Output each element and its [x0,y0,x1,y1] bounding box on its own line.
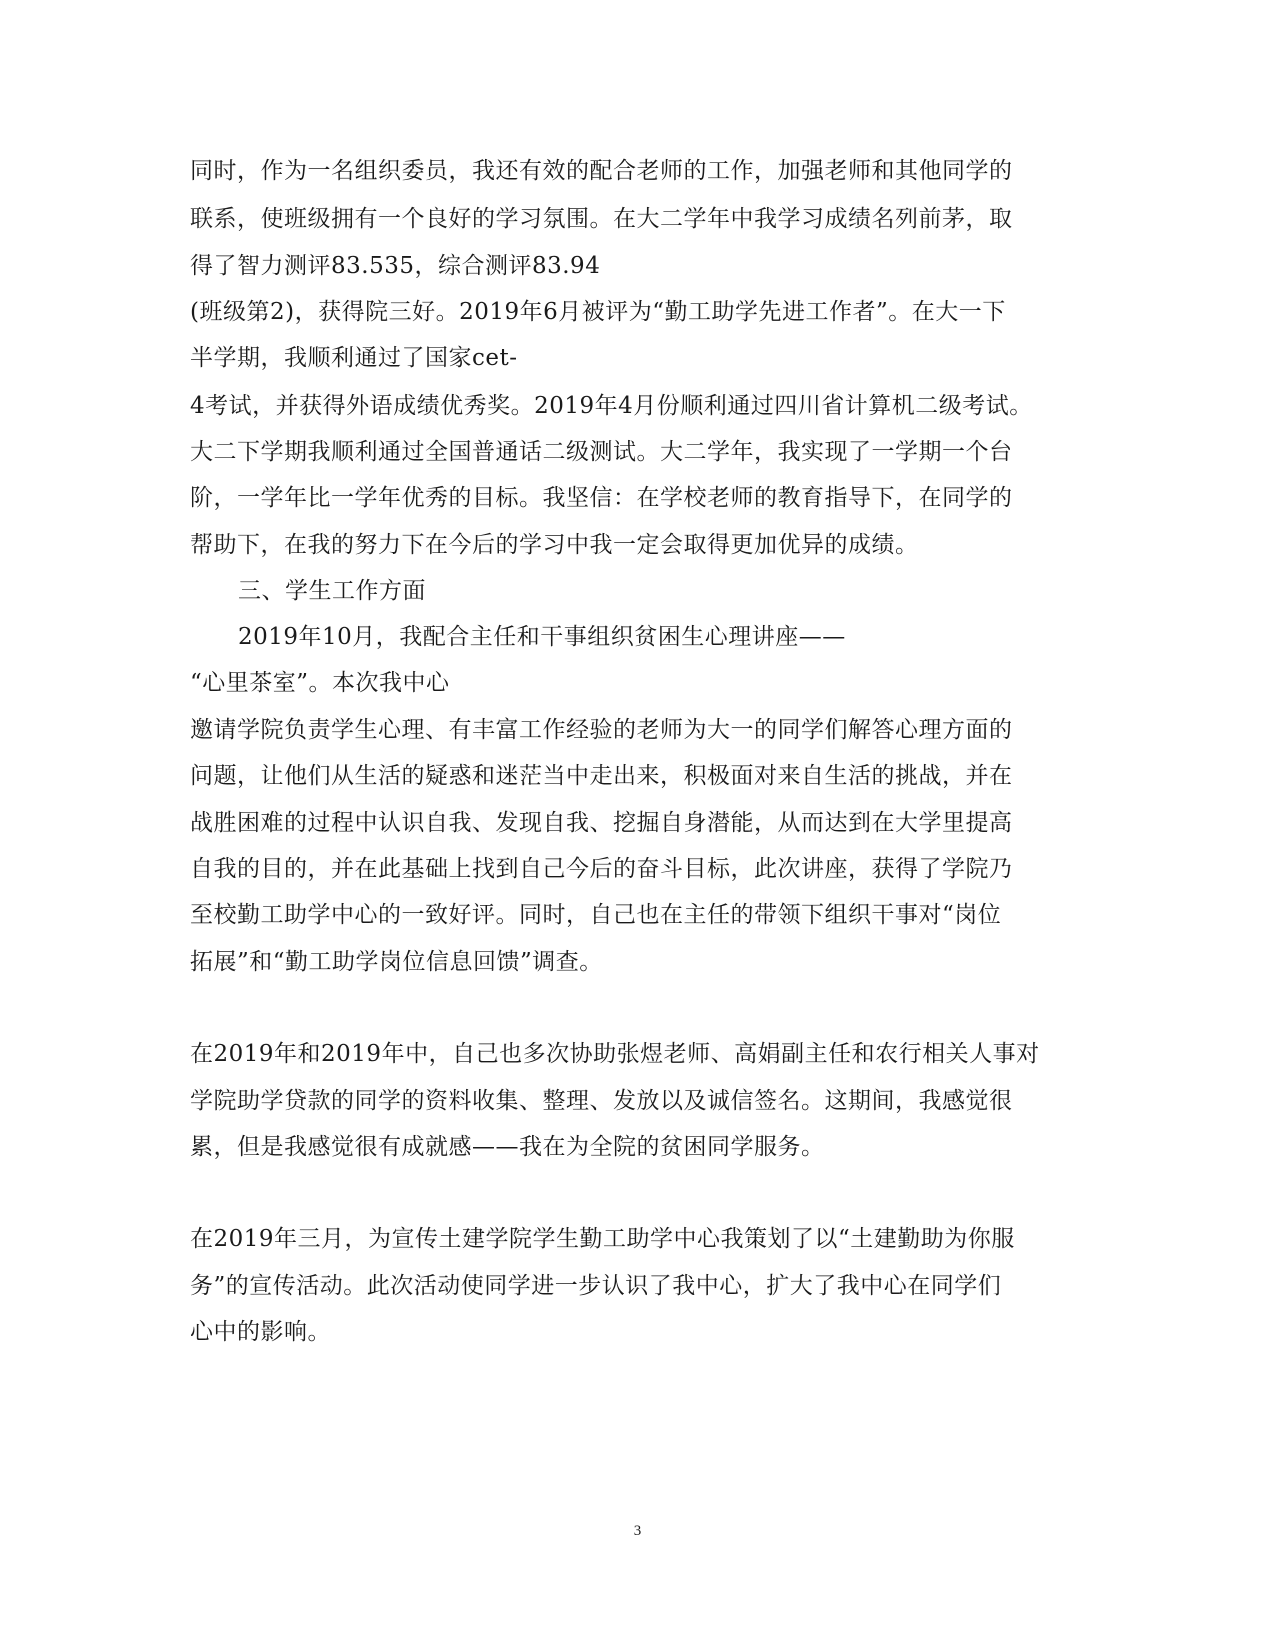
page-number: 3 [633,1523,642,1539]
text-line: 半学期，我顺利通过了国家cet- [190,345,518,371]
text-line: 自我的目的，并在此基础上找到自己今后的奋斗目标，此次讲座，获得了学院乃 [190,856,1013,882]
text-line: 得了智力测评83.535，综合测评83.94 [190,253,601,279]
text-line: 邀请学院负责学生心理、有丰富工作经验的老师为大一的同学们解答心理方面的 [190,717,1013,743]
text-line: “心里茶室”。本次我中心 [190,670,450,696]
text-line: 务”的宣传活动。此次活动使同学进一步认识了我中心，扩大了我中心在同学们 [190,1273,1002,1299]
text-line: 拓展”和“勤工助学岗位信息回馈”调查。 [190,949,603,975]
text-line: 4考试，并获得外语成绩优秀奖。2019年4月份顺利通过四川省计算机二级考试。 [190,393,1033,419]
text-line: 大二下学期我顺利通过全国普通话二级测试。大二学年，我实现了一学期一个台 [190,439,1013,465]
text-line: (班级第2)，获得院三好。2019年6月被评为“勤工助学先进工作者”。在大一下 [190,299,1006,325]
text-line: 联系，使班级拥有一个良好的学习氛围。在大二学年中我学习成绩名列前茅，取 [190,206,1013,232]
text-line: 问题，让他们从生活的疑惑和迷茫当中走出来，积极面对来自生活的挑战，并在 [190,763,1013,789]
text-line: 战胜困难的过程中认识自我、发现自我、挖掘自身潜能，从而达到在大学里提高 [190,810,1013,836]
text-line: 学院助学贷款的同学的资料收集、整理、发放以及诚信签名。这期间，我感觉很 [190,1088,1013,1114]
text-line: 阶，一学年比一学年优秀的目标。我坚信：在学校老师的教育指导下，在同学的 [190,485,1013,511]
text-line: 累，但是我感觉很有成就感——我在为全院的贫困同学服务。 [190,1134,825,1160]
text-line: 在2019年和2019年中，自己也多次协助张煜老师、高娟副主任和农行相关人事对 [190,1041,1040,1067]
section-heading: 三、学生工作方面 [238,578,426,604]
text-line: 在2019年三月，为宣传土建学院学生勤工助学中心我策划了以“土建勤助为你服 [190,1226,1015,1252]
text-line: 帮助下，在我的努力下在今后的学习中我一定会取得更加优异的成绩。 [190,532,919,558]
text-line: 心中的影响。 [190,1319,331,1345]
text-line: 2019年10月，我配合主任和干事组织贫困生心理讲座—— [238,624,846,650]
text-line: 至校勤工助学中心的一致好评。同时，自己也在主任的带领下组织干事对“岗位 [190,902,1002,928]
text-line: 同时，作为一名组织委员，我还有效的配合老师的工作，加强老师和其他同学的 [190,158,1013,184]
